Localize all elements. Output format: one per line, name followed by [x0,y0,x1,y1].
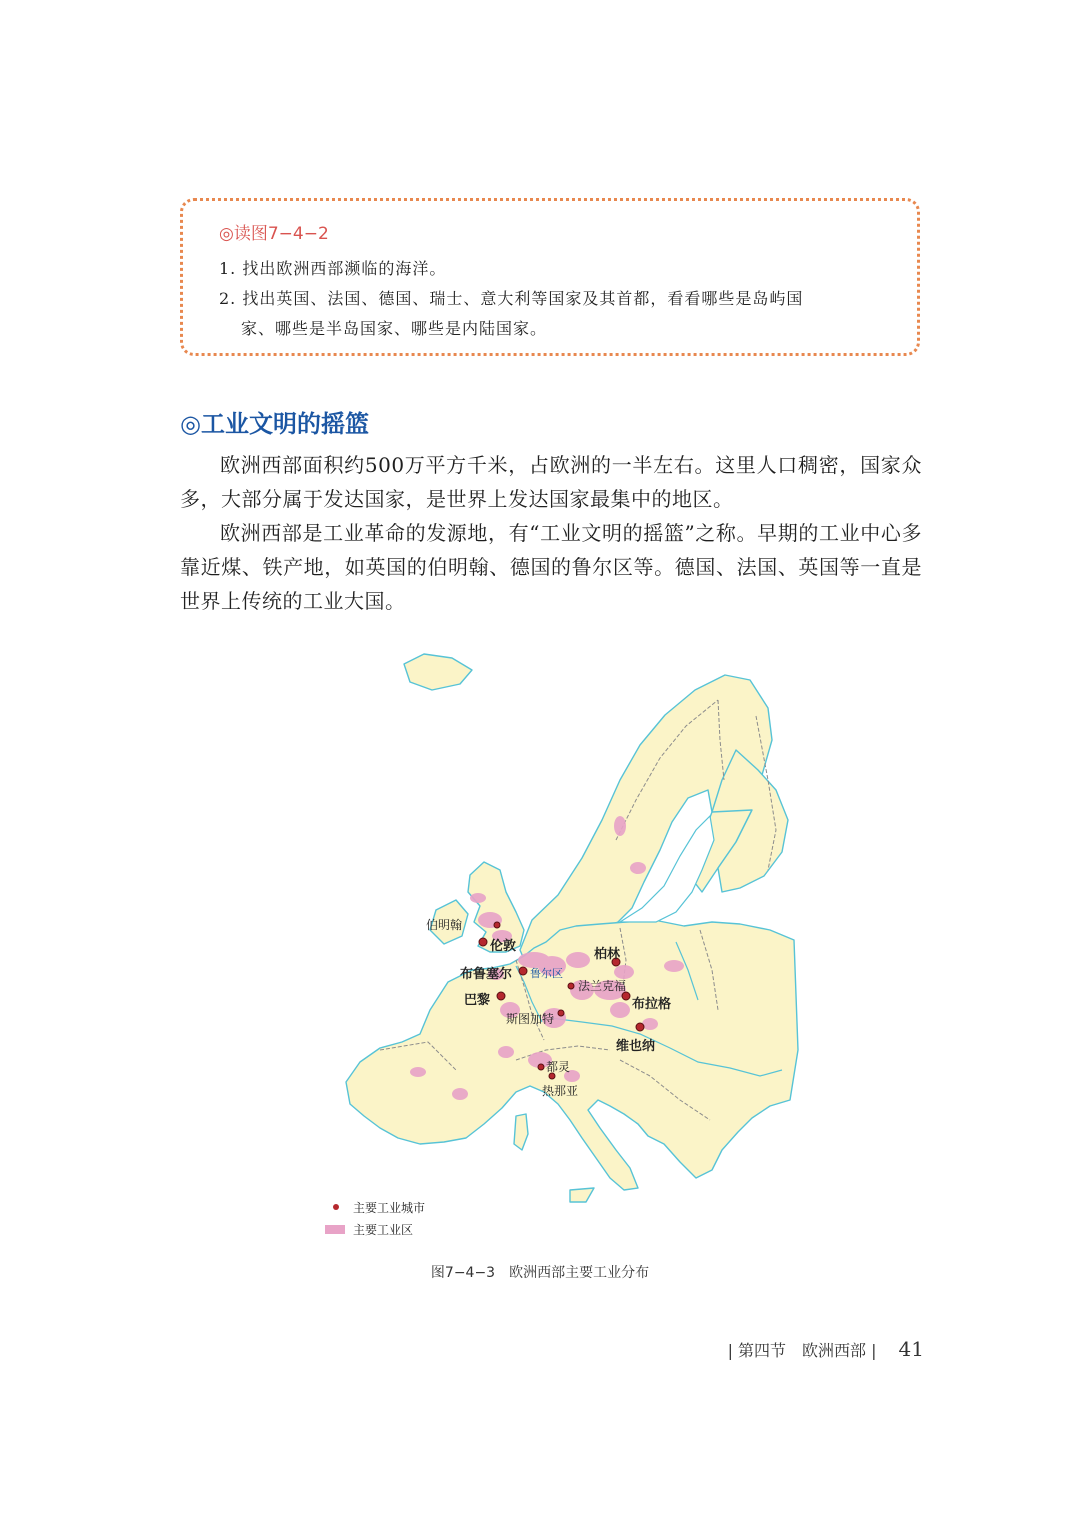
city-label-turin: 都灵 [546,1060,571,1074]
legend-zone-row [325,1218,425,1240]
europe-industry-map [320,630,800,1250]
legend-city-icon [333,1204,339,1210]
city-label-paris: 巴黎 [464,993,491,1008]
city-dot-turin [538,1064,544,1070]
industrial-zone [610,1002,630,1018]
city-label-genoa: 热那亚 [542,1084,579,1098]
city-label-prague: 布拉格 [632,997,672,1012]
sicily-landmass [570,1188,594,1202]
map-legend [325,1196,425,1240]
industrial-zone [452,1088,468,1100]
city-dot-vienna [636,1023,644,1031]
legend-city-row [325,1196,425,1218]
city-label-vienna: 维也纳 [616,1039,656,1054]
paragraph-1: 欧洲西部面积约500万平方千米，占欧洲的一半左右。这里人口稠密，国家众多，大部分属于发达国家，是世界上发达国家最集中的地区。 [180,453,922,511]
industrial-zone [566,952,590,968]
city-label-ruhr: 鲁尔区 [530,967,563,980]
sardinia-landmass [514,1114,528,1150]
reading-activity-box [180,198,920,356]
legend-city-label: 主要工业城市 [353,1200,426,1215]
industrial-zone [410,1067,426,1077]
city-label-birmingham: 伯明翰 [426,918,463,932]
industrial-zone [614,816,626,836]
industrial-zone [470,893,486,903]
footer-section-title: | 第四节 欧洲西部 | [727,1341,877,1360]
city-label-london: 伦敦 [490,939,517,954]
city-label-brussels: 布鲁塞尔 [460,967,513,982]
activity-item-2-line-1: 2. 找出英国、法国、德国、瑞士、意大利等国家及其首都，看看哪些是岛屿国 [219,289,804,308]
section-heading: ◎工业文明的摇篮 [180,410,369,438]
industrial-zone [498,1046,514,1058]
iceland-landmass [404,654,472,690]
city-dot-paris [497,992,505,1000]
legend-zone-label: 主要工业区 [353,1222,414,1237]
legend-zone-icon [325,1225,345,1234]
city-dot-frankfurt [568,983,574,989]
city-label-berlin: 柏林 [594,947,621,962]
city-dot-stuttgart [558,1010,564,1016]
industrial-zone [630,862,646,874]
city-label-frankfurt: 法兰克福 [578,979,627,993]
industrial-zone [664,960,684,972]
industrial-zone [642,1018,658,1030]
page-footer [728,1337,924,1361]
paragraph-2: 欧洲西部是工业革命的发源地，有“工业文明的摇篮”之称。早期的工业中心多靠近煤、铁产地，如英国的伯明翰、德国的鲁尔区等。德国、法国、英国等一直是世界上传统的工业大国。 [180,521,922,613]
city-dot-london [479,938,487,946]
city-label-stuttgart: 斯图加特 [506,1012,555,1026]
city-dot-brussels [519,967,527,975]
activity-title: ◎读图7−4−2 [219,224,329,244]
page-number: 41 [898,1337,924,1361]
activity-item-1: 1. 找出欧洲西部濒临的海洋。 [219,259,447,278]
city-dot-birmingham [494,922,500,928]
map-graphic [320,630,800,1250]
figure-caption: 图7−4−3 欧洲西部主要工业分布 [430,1265,650,1281]
activity-item-2-line-2: 家、哪些是半岛国家、哪些是内陆国家。 [241,319,548,338]
body-text [180,448,922,618]
